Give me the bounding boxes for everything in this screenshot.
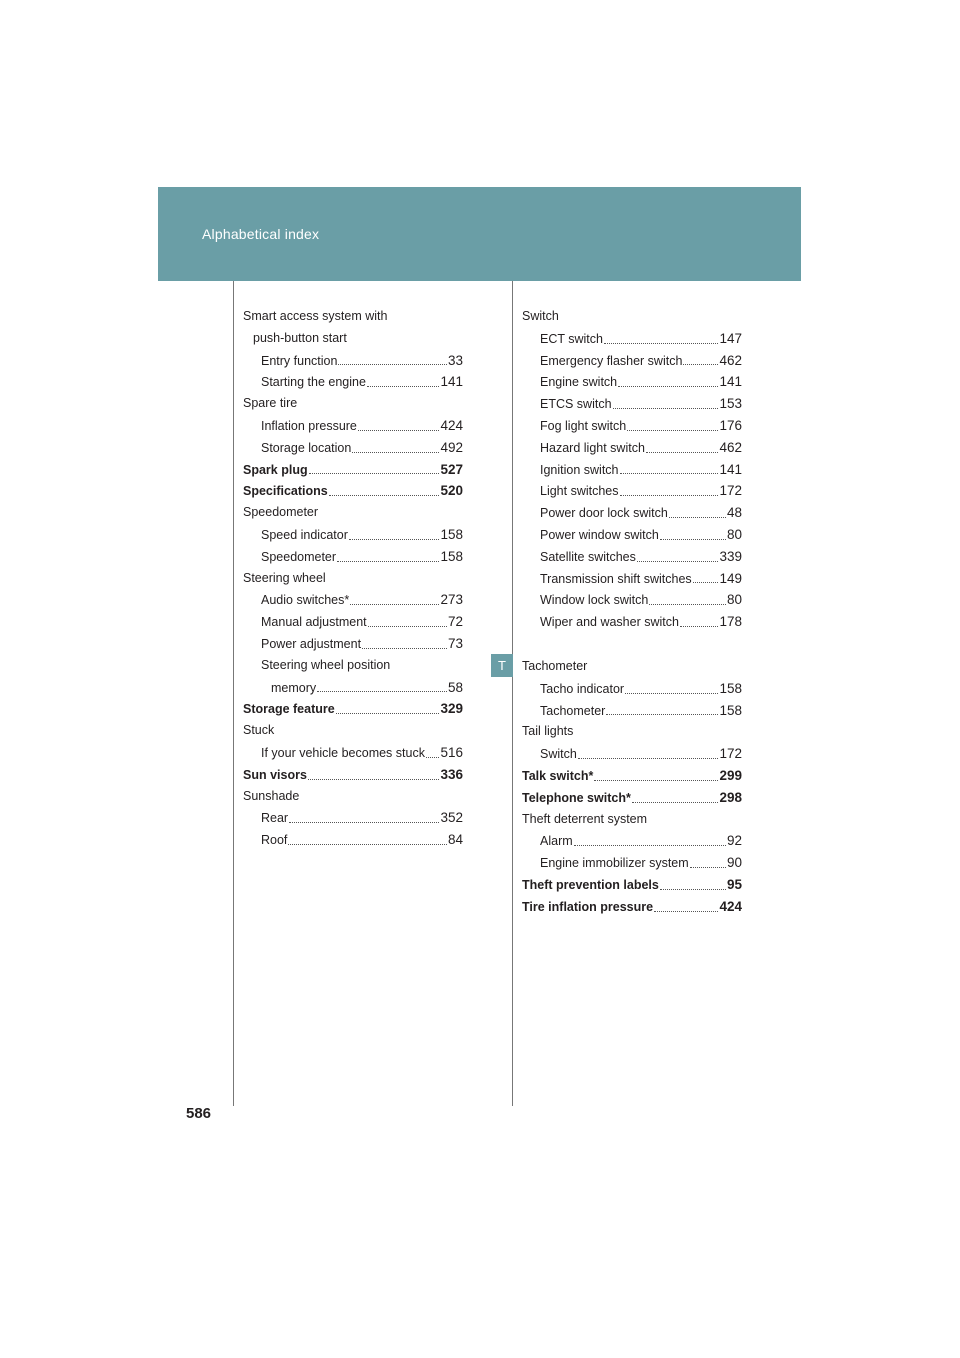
index-entry[interactable] [243,742,463,764]
index-entry[interactable] [522,437,742,459]
index-entry[interactable] [522,568,742,590]
index-entry-page[interactable]: 149 [719,570,742,586]
index-entry-page[interactable]: 147 [719,330,742,346]
index-entry[interactable] [243,589,463,611]
index-entry-label: Power door lock switch [540,506,668,521]
index-entry [522,306,742,328]
dot-leader [646,451,719,453]
index-entry-heading: Sunshade [243,788,300,803]
index-entry-heading: Tail lights [522,724,574,739]
index-entry[interactable] [522,874,742,896]
index-entry[interactable] [522,415,742,437]
index-entry-heading: Steering wheel position [261,657,391,672]
dot-leader [683,363,718,365]
index-entry-heading: Switch [522,309,559,323]
index-entry-label: Audio switches* [261,593,350,608]
index-entry[interactable] [243,524,463,546]
dot-leader [632,801,719,803]
index-entry [243,720,463,742]
index-entry-page[interactable]: 158 [719,702,742,718]
index-entry[interactable] [522,700,742,722]
index-entry-page[interactable]: 176 [719,417,742,433]
index-entry[interactable] [522,830,742,852]
index-entry[interactable] [243,698,463,720]
index-entry-label: Manual adjustment [261,615,367,630]
index-entry-page[interactable]: 527 [440,461,463,477]
index-entry [522,809,742,831]
index-entry-page[interactable]: 520 [440,483,463,499]
index-entry-label: Wiper and washer switch [540,615,679,630]
index-entry [243,306,463,328]
index-entry-page[interactable]: 352 [440,810,463,826]
index-entry-page[interactable]: 33 [447,352,463,368]
index-entry-heading: Speedometer [243,505,319,520]
index-entry[interactable] [522,480,742,502]
dot-leader [627,429,718,431]
index-entry[interactable] [243,764,463,786]
index-entry-label: Starting the engine [261,375,366,390]
index-entry-heading: push-button start [253,330,347,345]
dot-leader [620,494,719,496]
index-entry-page[interactable]: 336 [440,766,463,782]
dot-leader [625,692,718,694]
index-entry-page[interactable]: 48 [726,505,742,521]
index-entry-label: Alarm [540,834,573,849]
index-entry-heading: Theft deterrent system [522,811,648,826]
index-entry-page[interactable]: 424 [719,898,742,914]
index-entry-label: Ignition switch [540,462,619,477]
index-entry [243,502,463,524]
index-entry-label: ECT switch [540,331,603,346]
index-entry[interactable] [522,459,742,481]
index-entry-page[interactable]: 153 [719,396,742,412]
index-entry-page[interactable]: 158 [440,526,463,542]
index-entry[interactable] [243,807,463,829]
index-entry [243,393,463,415]
index-entry-label: Sun visors [243,767,307,782]
dot-leader [329,494,440,496]
header-bar [158,187,801,281]
index-entry-page[interactable]: 424 [440,417,463,433]
index-entry[interactable] [243,829,463,851]
index-entry-page[interactable]: 516 [440,744,463,760]
index-entry-page[interactable]: 72 [447,614,463,630]
index-entry-page[interactable]: 158 [440,548,463,564]
dot-leader [352,451,439,453]
index-entry-heading: Spare tire [243,396,298,411]
index-entry-label: Theft prevention labels [522,877,659,892]
index-entry-page[interactable]: 90 [726,855,742,871]
dot-leader [337,560,439,562]
index-entry-label: Tire inflation pressure [522,899,654,914]
index-entry-page[interactable]: 178 [719,614,742,630]
section-tab-marker[interactable]: T [491,654,513,677]
index-entry-label: Storage location [261,440,352,455]
index-entry[interactable] [243,459,463,481]
left-margin-rule [233,281,234,1106]
index-entry-label: Roof [261,833,288,848]
dot-leader [336,712,440,714]
index-entry-label: Hazard light switch [540,440,645,455]
page-title: Alphabetical index [202,226,320,242]
index-entry[interactable] [243,350,463,372]
dot-leader [578,757,719,759]
index-entry[interactable] [243,677,463,699]
index-entry-page[interactable]: 172 [719,746,742,762]
dot-leader [660,888,726,890]
dot-leader [690,866,726,868]
index-entry[interactable] [522,328,742,350]
index-entry [243,786,463,808]
dot-leader [574,844,726,846]
index-entry-page[interactable]: 158 [719,680,742,696]
index-entry-label: Transmission shift switches [540,571,692,586]
index-entry-label: Storage feature [243,702,335,717]
dot-leader [604,342,718,344]
index-entry-page[interactable]: 298 [719,789,742,805]
index-entry-page[interactable]: 141 [719,374,742,390]
index-entry-label: Spark plug [243,462,308,477]
index-entry [243,655,463,677]
dot-leader [669,516,726,518]
index-entry[interactable] [243,633,463,655]
dot-leader [594,779,718,781]
index-entry-page[interactable]: 172 [719,483,742,499]
index-entry[interactable] [522,896,742,918]
index-entry-label: Speed indicator [261,527,348,542]
dot-leader [367,385,440,387]
index-entry-page[interactable]: 462 [719,352,742,368]
dot-leader [368,625,447,627]
index-entry-heading: Tachometer [522,658,588,673]
index-entry[interactable] [522,524,742,546]
index-entry [522,656,742,678]
index-entry[interactable] [522,765,742,787]
index-entry-label: Talk switch* [522,768,594,783]
index-entry-page[interactable]: 73 [447,635,463,651]
dot-leader [649,603,726,605]
index-entry[interactable] [243,480,463,502]
index-entry-page[interactable]: 141 [719,461,742,477]
index-entry[interactable] [522,546,742,568]
index-entry-label: Specifications [243,484,328,499]
index-entry [243,568,463,590]
column-divider-rule [512,281,513,1106]
dot-leader [350,603,439,605]
dot-leader [606,713,718,715]
index-entry[interactable] [522,678,742,700]
index-entry-heading: Stuck [243,723,275,738]
index-entry[interactable] [243,371,463,393]
index-entry [522,721,742,743]
index-entry-label: Entry function [261,353,338,368]
index-column-left [243,306,463,851]
index-entry-label: memory [271,680,317,695]
page-number: 586 [186,1105,212,1122]
index-entry-label: Rear [261,811,289,826]
index-entry-page[interactable]: 299 [719,767,742,783]
index-entry-label: Engine immobilizer system [540,856,689,871]
index-entry[interactable] [243,415,463,437]
index-entry[interactable] [522,852,742,874]
dot-leader [358,429,440,431]
index-entry[interactable] [522,611,742,633]
index-entry-page[interactable]: 80 [726,592,742,608]
index-entry-page[interactable]: 329 [440,701,463,717]
dot-leader [317,690,447,692]
index-entry-page[interactable]: 141 [440,374,463,390]
dot-leader [618,385,718,387]
index-entry-label: Switch [540,747,577,762]
index-entry[interactable] [522,589,742,611]
index-entry[interactable] [243,437,463,459]
index-entry-heading: Steering wheel [243,570,326,585]
index-entry-page[interactable]: 80 [726,526,742,542]
index-entry-label: If your vehicle becomes stuck [261,745,425,760]
index-entry-label: Emergency flasher switch [540,353,683,368]
index-entry-page[interactable]: 58 [447,679,463,695]
index-entry-page[interactable]: 95 [726,876,742,892]
index-entry-page[interactable]: 273 [440,592,463,608]
index-entry-label: Tachometer [540,703,606,718]
index-entry[interactable] [522,743,742,765]
index-entry-label: Tacho indicator [540,681,625,696]
dot-leader [349,538,440,540]
dot-leader [426,756,440,758]
index-entry-label: Telephone switch* [522,790,631,805]
index-entry-page[interactable]: 462 [719,439,742,455]
index-entry[interactable] [243,611,463,633]
index-entry-label: ETCS switch [540,397,612,412]
index-entry[interactable] [522,371,742,393]
dot-leader [660,538,726,540]
dot-leader [620,472,719,474]
index-entry-page[interactable]: 84 [447,832,463,848]
dot-leader [613,407,719,409]
dot-leader [338,363,447,365]
dot-leader [654,910,718,912]
dot-leader [680,625,719,627]
index-entry-label: Satellite switches [540,549,636,564]
index-entry[interactable] [522,787,742,809]
index-entry-label: Engine switch [540,375,618,390]
index-entry-page[interactable]: 339 [719,548,742,564]
index-entry[interactable] [522,502,742,524]
index-entry-label: Power adjustment [261,636,362,651]
index-entry-label: Power window switch [540,527,659,542]
index-column-right [522,306,742,918]
index-entry [243,328,463,350]
index-entry-page[interactable]: 492 [440,439,463,455]
dot-leader [288,843,447,845]
index-entry-page[interactable]: 92 [726,833,742,849]
index-entry-label: Light switches [540,484,619,499]
index-entry-label: Speedometer [261,549,337,564]
index-entry[interactable] [522,393,742,415]
dot-leader [308,778,440,780]
index-entry[interactable] [243,546,463,568]
dot-leader [309,472,440,474]
index-entry[interactable] [522,350,742,372]
index-entry-label: Fog light switch [540,418,627,433]
dot-leader [289,821,439,823]
dot-leader [637,560,719,562]
dot-leader [693,581,719,583]
dot-leader [362,647,447,649]
index-entry-label: Inflation pressure [261,418,357,433]
index-entry-heading: Smart access system with [243,309,388,323]
index-entry-label: Window lock switch [540,593,649,608]
